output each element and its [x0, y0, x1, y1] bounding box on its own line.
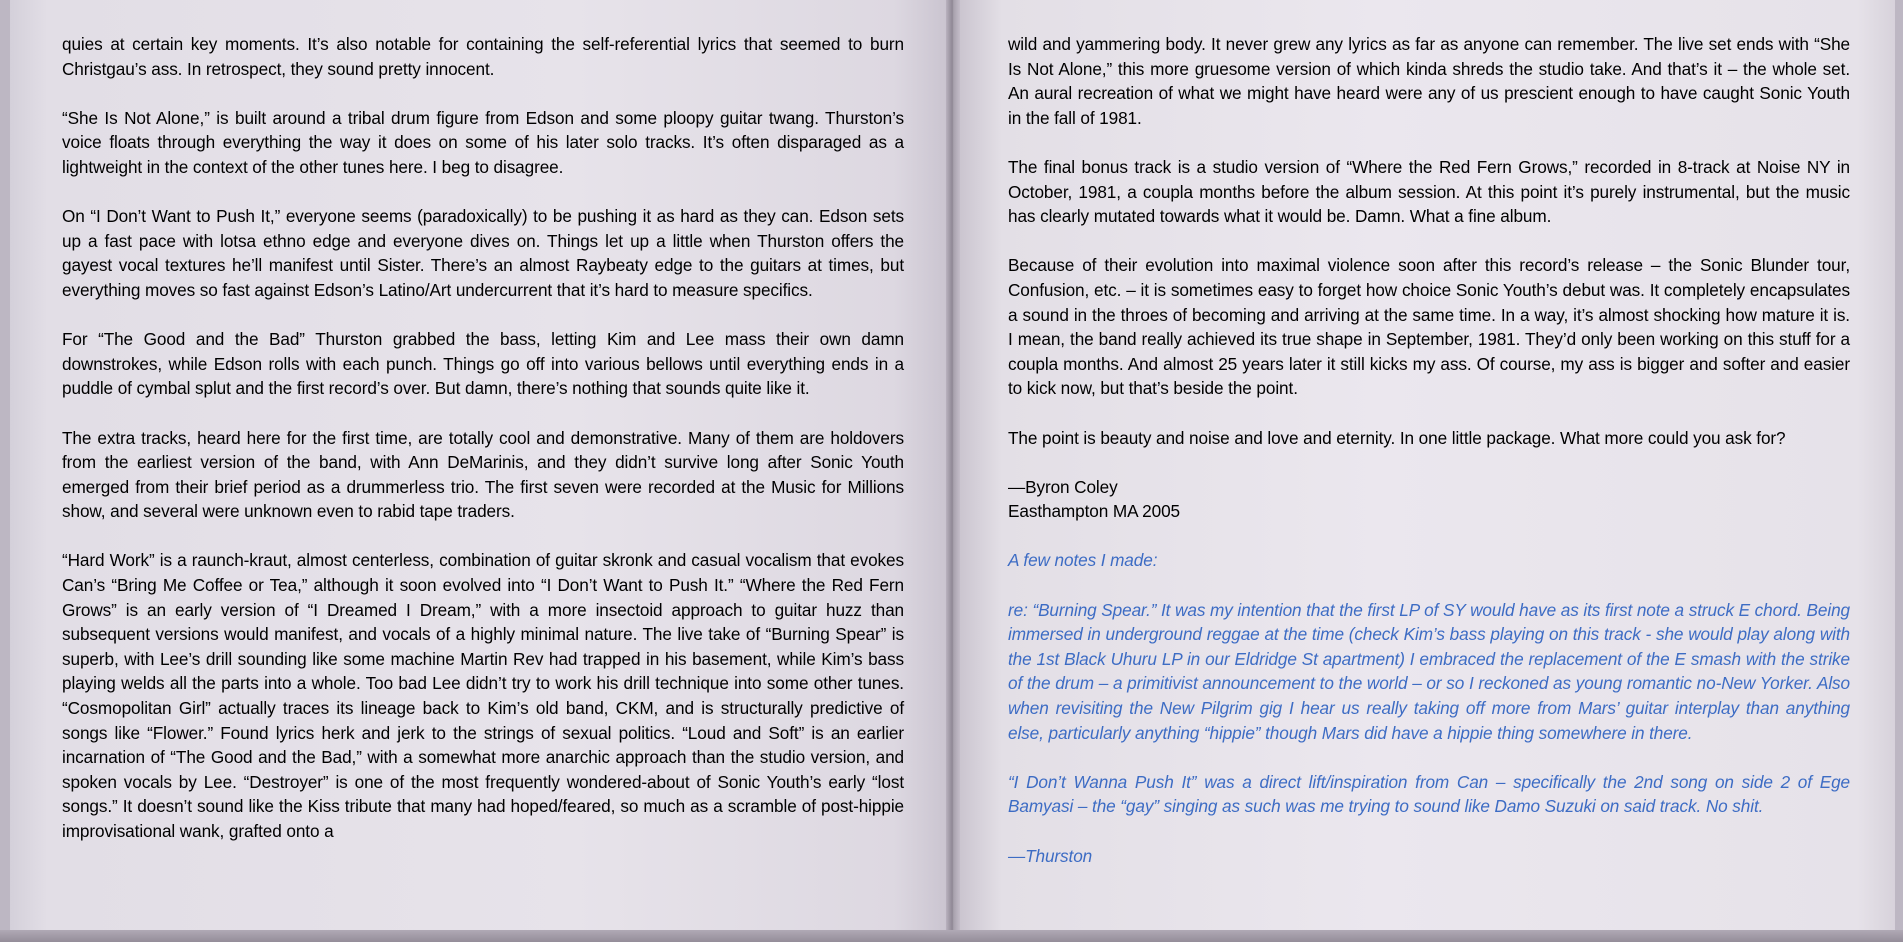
notes-heading: A few notes I made: — [1008, 550, 1158, 571]
page-bottom-edge — [0, 930, 1903, 942]
author-place-date: Easthampton MA 2005 — [1008, 501, 1180, 522]
author-signature — [1008, 475, 1850, 524]
paragraph: On “I Don’t Want to Push It,” everyone seems (paradoxically) to be pushing it as hard as they can. Edson sets up a fast pace with lotsa ethno edge and everyone dives on. Things let up a little when Thurston offers the gayest vocal textures he’ll manifest until Sister. There’s an almost Raybeaty edge to the guitars at times, but everything moves so fast against Edson’s Latino/Art undercurrent that it’s hard to measure specifics. — [62, 206, 904, 300]
paragraph: “She Is Not Alone,” is built around a tribal drum figure from Edson and some ploopy guitar twang. Thurston’s voice floats through everything the way it does on some of his later solo tracks. It’s often disparaged as a lightweight in the context of the other tunes here. I beg to disagree. — [62, 107, 904, 177]
note-paragraph: re: “Burning Spear.” It was my intention that the first LP of SY would have as its first note a struck E chord. Being immersed in underground reggae at the time (check Kim’s bass playing on this track - she would play along with the 1st Black Uhuru LP in our Eldridge St apartment) I embraced the replacement of the E smash with the strike of the drum – a primitivist announcement to the world – or so I reckoned as young romantic no-New Yorker. Also when revisiting the New Pilgrim gig I hear us really taking off more from Mars’ guitar interplay than anything else, particularly anything “hippie” though Mars did have a hippie thing somewhere in there. — [1008, 599, 1850, 743]
thurston-notes — [1008, 548, 1850, 868]
paragraph: quies at certain key moments. It’s also notable for containing the self-referential lyrics that seemed to burn Christgau’s ass. In retrospect, they sound pretty innocent. — [62, 34, 904, 79]
booklet-spine — [946, 0, 960, 942]
paragraph: “Hard Work” is a raunch-kraut, almost centerless, combination of guitar skronk and casual vocalism that evokes Can’s “Bring Me Coffee or Tea,” although it soon evolved into “I Don’t Want to Push It.” “Where the Red Fern Grows” is an early version of “I Dreamed I Dream,” with a more insectoid approach to guitar huzz than subsequent versions would manifest, and vocals of a highly minimal nature. The live take of “Burning Spear” is superb, with Lee’s drill sounding like some machine Martin Rev had trapped in his basement, while Kim’s bass playing welds all the parts into a whole. Too bad Lee didn’t try to work his drill technique into some other tunes. “Cosmopolitan Girl” actually traces its lineage back to Kim’s old band, CKM, and is structurally predictive of songs like “Flower.” Found lyrics herk and jerk to the strings of sexual politics. “Loud and Soft” is an earlier incarnation of “The Good and the Bad,” with a somewhat more anarchic approach than the studio version, and spoken vocals by Lee. “Destroyer” is one of the most frequently wondered-about of Sonic Youth’s early “lost songs.” It doesn’t sound like the Kiss tribute that many had hoped/feared, so much as a scramble of post-hippie improvisational wank, grafted onto a — [62, 550, 904, 841]
right-text-column — [1008, 32, 1850, 868]
note-paragraph: “I Don’t Wanna Push It” was a direct lift/inspiration from Can – specifically the 2nd song on side 2 of Ege Bamyasi – the “gay” singing as such was me trying to sound like Damo Suzuki on said track. No shit. — [1008, 771, 1850, 817]
paragraph: The extra tracks, heard here for the first time, are totally cool and demonstrative. Many of them are holdovers from the earliest version of the band, with Ann DeMarinis, and they didn’t survive long after Sonic Youth emerged from their brief period as a drummerless trio. The first seven were recorded at the Music for Millions show, and several were unknown even to rabid tape traders. — [62, 427, 904, 522]
author-name: —Byron Coley — [1008, 476, 1118, 497]
paragraph: The final bonus track is a studio version of “Where the Red Fern Grows,” recorded in 8-track at Noise NY in October, 1981, a coupla months before the album session. At this point it’s purely instrumental, but the music has clearly mutated towards what it would be. Damn. What a fine album. — [1008, 156, 1850, 227]
paragraph: For “The Good and the Bad” Thurston grabbed the bass, letting Kim and Lee mass their own damn downstrokes, while Edson rolls with each punch. Things go off into various bellows until everything ends in a puddle of cymbal splut and the first record’s over. But damn, there’s nothing that sounds quite like it. — [62, 329, 904, 399]
paragraph: The point is beauty and noise and love and eternity. In one little package. What more could you ask for? — [1008, 427, 1786, 448]
paragraph: wild and yammering body. It never grew any lyrics as far as anyone can remember. The live set ends with “She Is Not Alone,” this more gruesome version of which kinda shreds the studio take. And that’s it – the whole set. An aural recreation of what we might have heard were any of us prescient enough to have caught Sonic Youth in the fall of 1981. — [1008, 34, 1850, 128]
notes-signoff: —Thurston — [1008, 845, 1093, 866]
paragraph: Because of their evolution into maximal violence soon after this record’s release – the Sonic Blunder tour, Confusion, etc. – it is sometimes easy to forget how choice Sonic Youth’s debut was. It completely encapsulates a sound in the throes of becoming and arriving at the same time. In a way, it’s almost shocking how mature it is. I mean, the band really achieved its true shape in September, 1981. They’d only been working on this stuff for a coupla months. And almost 25 years later it still kicks my ass. Of course, my ass is bigger and softer and easier to kick now, but that’s beside the point. — [1008, 255, 1850, 399]
left-text-column — [62, 32, 904, 868]
